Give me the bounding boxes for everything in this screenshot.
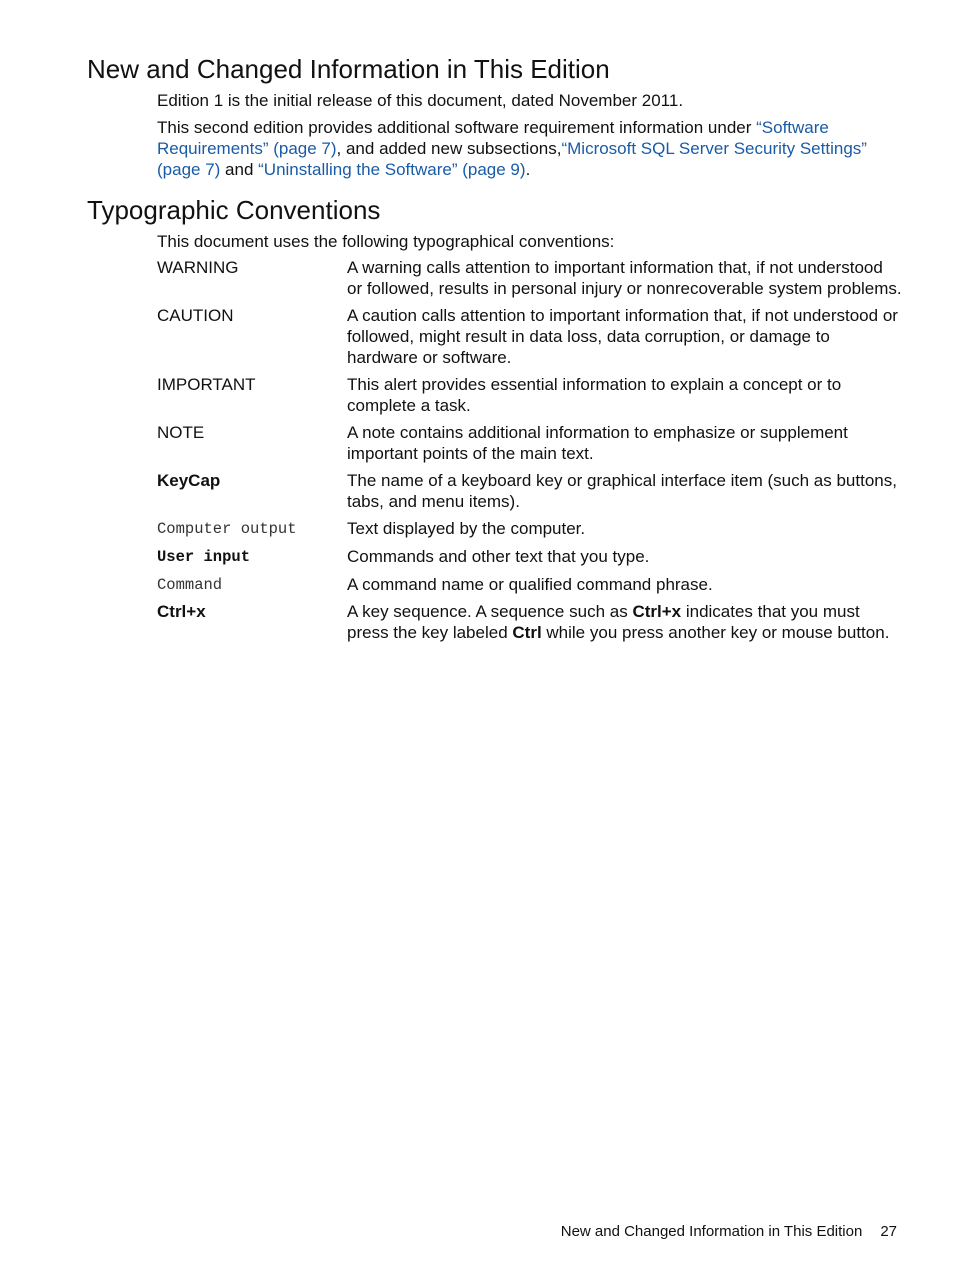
description-text: while you press another key or mouse button.	[541, 623, 890, 642]
convention-description-note: A note contains additional information to emphasize or supplement important points of the main text.	[347, 423, 848, 463]
keycap-ctrl: Ctrl	[512, 623, 542, 642]
convention-term-ctrl-x: Ctrl+x	[157, 602, 206, 621]
convention-description-important: This alert provides essential information to explain a concept or to complete a task.	[347, 375, 842, 415]
section-heading-new-and-changed: New and Changed Information in This Edition	[87, 54, 610, 84]
convention-term-keycap: KeyCap	[157, 471, 221, 490]
page-footer	[561, 1222, 897, 1242]
page-number: 27	[880, 1223, 897, 1240]
convention-term-user-input: User input	[157, 548, 251, 566]
software-requirements-link[interactable]: “Software Requirements” (page 7)	[157, 118, 829, 158]
description-text: indicates that you must press the key labeled	[347, 602, 860, 642]
convention-term-computer-output: Computer output	[157, 520, 297, 538]
convention-description-caution: A caution calls attention to important information that, if not understood or followed, might result in data loss, data corruption, or damage to hardware or software.	[347, 306, 898, 367]
paragraph-text: , and added new subsections,	[336, 139, 562, 158]
convention-term-command: Command	[157, 576, 223, 594]
description-text: A key sequence. A sequence such as	[347, 602, 633, 621]
convention-term-note: NOTE	[157, 423, 205, 442]
edition-paragraph: Edition 1 is the initial release of this document, dated November 2011.	[157, 91, 684, 110]
convention-term-important: IMPORTANT	[157, 375, 256, 394]
second-edition-paragraph	[157, 117, 902, 180]
convention-description-user-input: Commands and other text that you type.	[347, 547, 650, 566]
paragraph-text: This second edition provides additional software requirement information under	[157, 118, 757, 137]
convention-description-ctrl-x	[347, 601, 902, 643]
uninstalling-software-link[interactable]: “Uninstalling the Software” (page 9)	[258, 160, 526, 179]
convention-term-warning: WARNING	[157, 258, 239, 277]
section-heading-typographic-conventions: Typographic Conventions	[87, 195, 381, 225]
convention-description-computer-output: Text displayed by the computer.	[347, 519, 586, 538]
convention-term-caution: CAUTION	[157, 306, 234, 325]
footer-title: New and Changed Information in This Edition	[560, 1223, 863, 1240]
conventions-intro: This document uses the following typographical conventions:	[157, 232, 615, 251]
paragraph-text: .	[525, 160, 531, 179]
sql-server-security-settings-link[interactable]: “Microsoft SQL Server Security Settings” (page 7)	[157, 139, 867, 179]
keycap-ctrl-x: Ctrl+x	[632, 602, 682, 621]
convention-description-warning: A warning calls attention to important information that, if not understood or followed, results in personal injury or nonrecoverable system problems.	[347, 258, 902, 298]
convention-description-command: A command name or qualified command phrase.	[347, 575, 713, 594]
convention-description-keycap: The name of a keyboard key or graphical interface item (such as buttons, tabs, and menu items).	[347, 471, 897, 511]
paragraph-text: and	[220, 160, 259, 179]
